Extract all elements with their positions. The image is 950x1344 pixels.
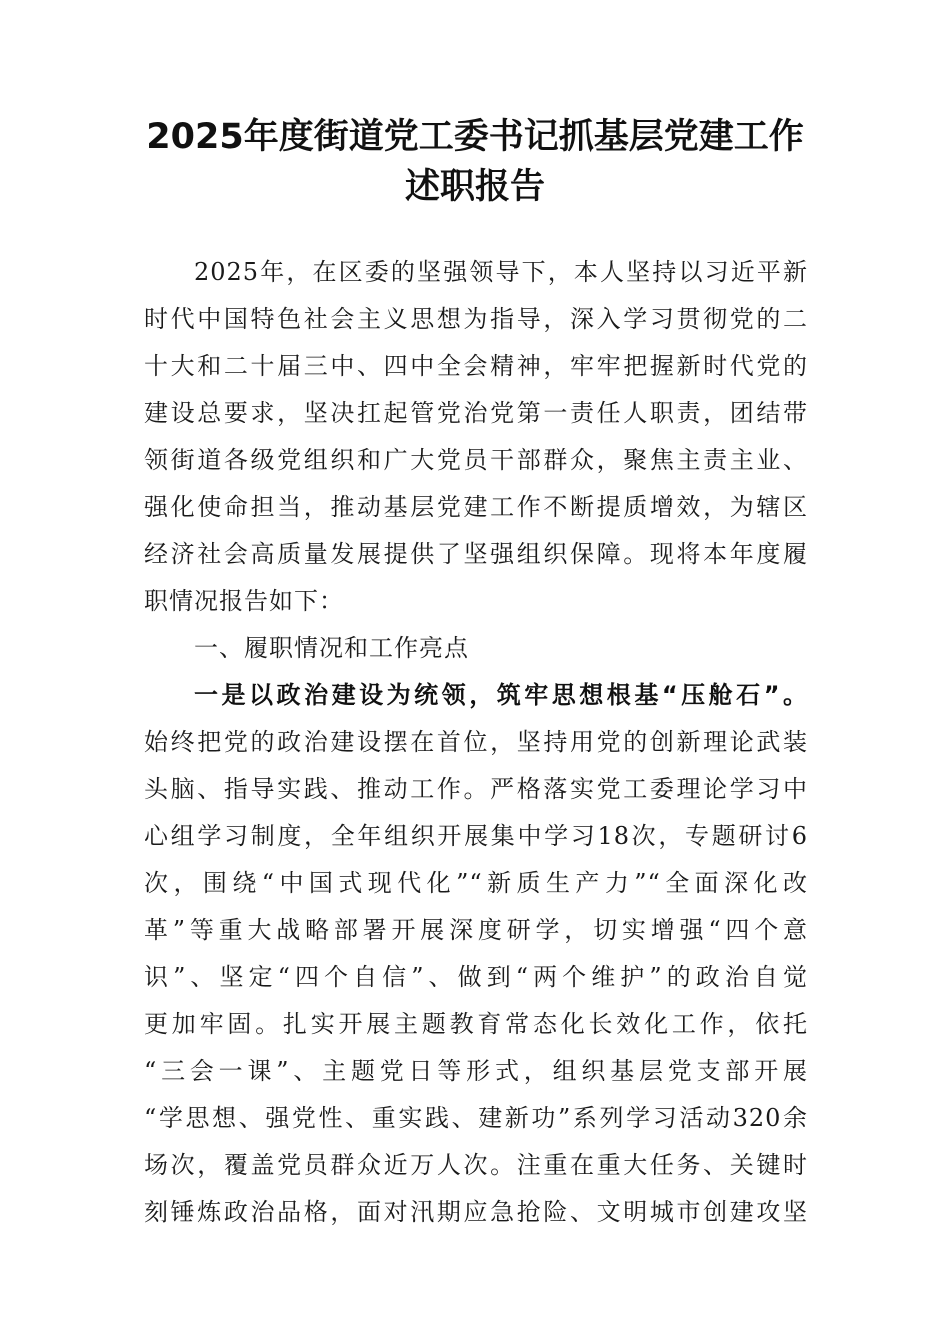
paragraph-line: 领街道各级党组织和广大党员干部群众，聚焦主责主业、 [144,446,808,474]
paragraph-line: “学思想、强党性、重实践、建新功”系列学习活动320余 [144,1104,808,1132]
paragraph-line: 强化使命担当，推动基层党建工作不断提质增效，为辖区 [144,493,808,521]
title-line-1: 2025年度街道党工委书记抓基层党建工作 [146,117,804,157]
paragraph-line: 刻锤炼政治品格，面对汛期应急抢险、文明城市创建攻坚 [144,1198,808,1226]
paragraph-line: “三会一课”、主题党日等形式，组织基层党支部开展 [144,1057,808,1085]
paragraph-line: 更加牢固。扎实开展主题教育常态化长效化工作，依托 [144,1010,808,1038]
document-body [144,249,808,1236]
paragraph-line: 职情况报告如下： [144,587,344,615]
paragraph-line: 革”等重大战略部署开展深度研学，切实增强“四个意 [144,916,808,944]
title-line-2: 述职报告 [404,167,545,207]
paragraph-line: 始终把党的政治建设摆在首位，坚持用党的创新理论武装 [144,728,808,756]
paragraph-line: 经济社会高质量发展提供了坚强组织保障。现将本年度履 [144,540,808,568]
paragraph-line: 时代中国特色社会主义思想为指导，深入学习贯彻党的二 [144,305,808,333]
paragraph-line: 心组学习制度，全年组织开展集中学习18次，专题研讨6 [144,822,808,850]
paragraph-line: 头脑、指导实践、推动工作。严格落实党工委理论学习中 [144,775,808,803]
paragraph-line: 建设总要求，坚决扛起管党治党第一责任人职责，团结带 [144,399,808,427]
paragraph-line: 识”、坚定“四个自信”、做到“两个维护”的政治自觉 [144,963,808,991]
intro-paragraph [144,249,808,625]
paragraph-line: 次，围绕“中国式现代化”“新质生产力”“全面深化改 [144,869,808,897]
paragraph-line: 2025年，在区委的坚强领导下，本人坚持以习近平新 [194,258,808,286]
paragraph-line: 场次，覆盖党员群众近万人次。注重在重大任务、关键时 [144,1151,808,1179]
subsection-paragraph [144,719,808,1236]
paragraph-line: 十大和二十届三中、四中全会精神，牢牢把握新时代党的 [144,352,808,380]
section-heading: 一、履职情况和工作亮点 [194,634,469,662]
document-title [120,112,830,212]
subsection-heading: 一是以政治建设为统领，筑牢思想根基“压舱石”。 [194,681,808,709]
